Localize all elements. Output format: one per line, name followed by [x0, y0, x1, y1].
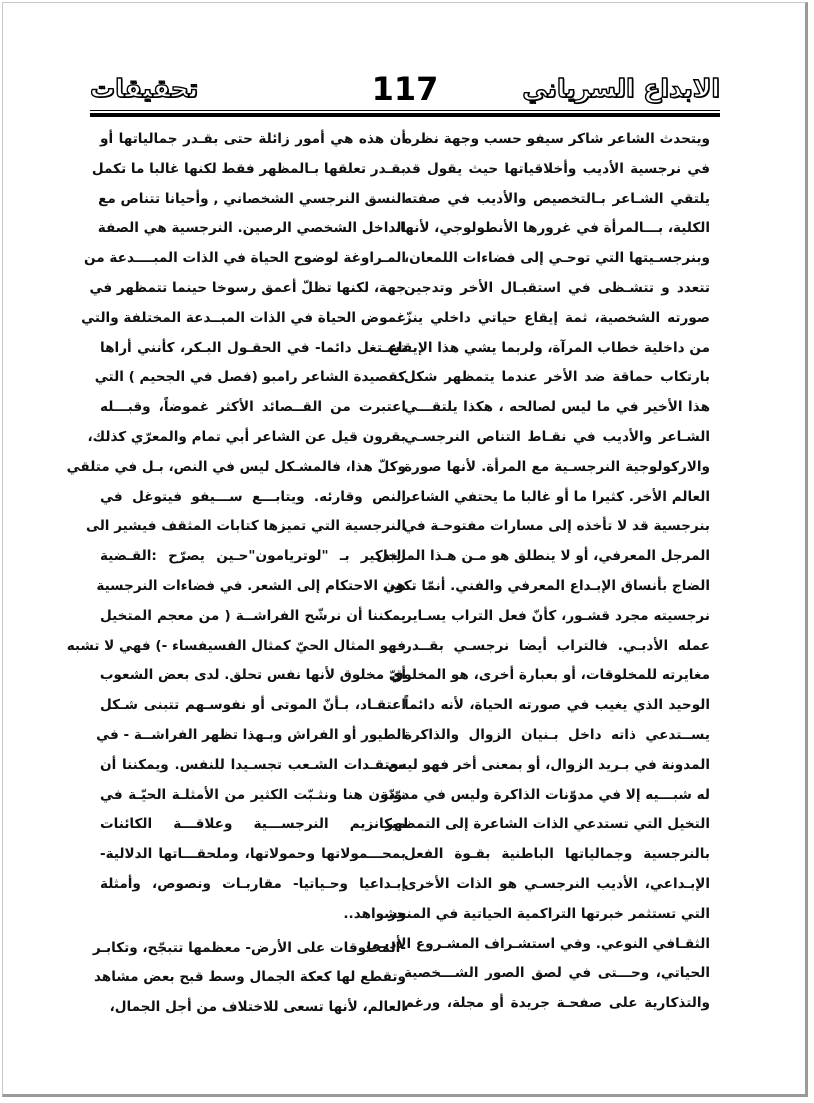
text-line: المـراوغة لوضوح الحياة في الذات المبــــدعة من	[84, 250, 406, 267]
text-line: مغايرته للمخلوقات، أو بعبارة أخرى، هو المخلوق	[391, 667, 710, 684]
text-line: الوحيد الذي يغيب في صورته الحياة، لأنه دائماً	[404, 697, 710, 714]
section-name: تحقيقات	[90, 74, 199, 103]
text-line: نرجسيته مجرد قشـور، كأنّ فعل التراب يسـاير	[404, 607, 710, 624]
text-line: الثقـافي النوعي. وفي استشـراف المشـروع الأدبـي	[365, 935, 710, 952]
text-line: أيّ مخلوق لأنها نفس تحلق. لدى بعض الشعوب	[99, 667, 406, 684]
text-line: الضاج بأنساق الإبـداع المعرفي والفني. أنمّا تكون	[383, 577, 710, 594]
text-line: من داخلية خطاب المرآة، ولربما يشي هذا الإيقاع	[388, 339, 710, 356]
text-line: الكلية، بـــالمرأة في غرورها الأنطولوجي، لأنها،	[394, 220, 710, 237]
text-line: والتذكارية على صفحـة جريدة أو مجلة، ورغم	[404, 995, 710, 1012]
text-line: بنرجسية قد لا تأخذه إلى مسارات مفتوحـة في	[402, 518, 710, 535]
text-line: بقرون قيل عن الشاعر أبي تمام والمعرّي كذلك،	[87, 428, 406, 445]
text-line: النص وقارئه. ويتابـــع ســـيفو فيتوغل في	[100, 488, 406, 505]
paragraph	[66, 125, 406, 930]
text-line: وتقطع لها كعكة الجمال وسط قبح بعض مشاهد	[93, 969, 406, 986]
text-line: في نرجسية الأديب وأخلاقياتها حيث يقول قد	[404, 160, 710, 177]
text-line: بمحـــمولاتها وحمولاتها، وملحقـــاتها الدلالية-	[100, 846, 406, 863]
text-line: نـدّون هنا ونثـبّت الكثير من الأمثلـة الحيّـة في	[100, 786, 406, 803]
text-line: عمله الأدبـي. فالتراب أيضا نرجسـي بقــدر	[404, 637, 710, 654]
text-line: الإبـداعي، الأديب النرجسـي هو الذات الأخرى	[404, 875, 710, 892]
text-line: العالم، لأنها تسعى للاختلاف من أجل الجمال،	[109, 999, 406, 1016]
text-line: الداخل الشخصي الرصين. النرجسية هي الصفة	[97, 220, 406, 237]
header-rule-thick	[90, 113, 720, 117]
text-line: يســتدعي ذاته داخل بـنيان الزوال والذاكرة	[404, 726, 710, 743]
text-line: المدونة في بـريد الزوال، أو بمعنى أخر فهو ليس	[388, 756, 710, 773]
text-line: تشـتغل دائما- في الحقـول البـكر، كأنني أراها	[100, 339, 406, 356]
text-line: بارتكاب حماقة ضد الأخر عندما يتمظهر شكل	[404, 369, 710, 386]
paragraph	[92, 934, 406, 1023]
text-line: التذكير بـ "لوتريامون"حـين يصرّح :القـضية	[100, 548, 406, 565]
text-line: ميكانزيم النرجســـية وعلاقـــة الكائنات	[100, 816, 406, 833]
text-line: فهو المثال الحيّ كمثال الفسيفساء -) فهي لا تشبه	[66, 637, 406, 654]
text-line: الحياتي، وحـــتى في لصق الصور الشـــخصية	[404, 965, 710, 982]
text-line: النرجسية التي تميزها كتابات المثقف فيشير الى	[85, 518, 406, 535]
text-line: والاركولوجية النرجسـية مع المرأة. لأنها صورة	[404, 458, 710, 475]
text-line: العالم الأخر. كثيرا ما أو غالبا ما يحتفي الشاعر	[402, 488, 710, 505]
text-line: إبـداعيا وحـياتيا- مقاربـات ونصوص، وأمثلة	[100, 875, 406, 892]
text-line: بالنرجسية وجمالياتها الباطنية بقـوة الفعل	[404, 846, 710, 863]
text-line: أن هذه هي أمور زائلة حتى بقـدر جمالياتها أو	[100, 131, 406, 147]
text-line: يمكننا أن نرشّح الفراشــة ( من معجم المتخيل	[100, 607, 406, 624]
text-line: اعتبرت من القــصائد الأكثر غموضاً، وقبـــله	[100, 399, 406, 416]
text-line: الشـاعر والأديب في نقـاط التناص النرجسـي	[404, 428, 710, 445]
text-line: النسق النرجسي الشخصاني , وأحيانا تتناص مع	[98, 190, 406, 207]
text-line: -المخلوقات على الأرض- معظمها تتبجّح، وتكابـر	[92, 939, 406, 956]
text-line: التي تستثمر خبرتها التراكمية الحياتية في المنجز	[388, 905, 710, 922]
text-line: التخيل التي تستدعي الذات الشاعرة إلى التمظهر	[385, 816, 710, 833]
header-rule-thin	[90, 110, 720, 111]
text-line: اعتقـاد، بـأنّ الموتى أو نفوسـهم تتبنى شـكل	[100, 697, 406, 714]
text-line: كقصيدة الشاعر رامبو (فصل في الجحيم ) التي	[94, 369, 406, 386]
magazine-name: الابداع السرياني	[522, 74, 720, 103]
text-line: صورته الشخصية، ثمة إيقاع حياتي داخلي ينزّ	[404, 309, 710, 326]
text-line: وكلّ هذا، فالمشـكل ليس في النص، بـل في متلقي	[66, 458, 406, 475]
text-line: المرجل المعرفي، أو لا ينطلق هو مـن هـذا المرجل	[376, 548, 710, 565]
text-line: هذا الأخير في ما ليس لصالحه ، هكذا يلتقـــي	[404, 399, 710, 416]
text-line: تتعدد و تتشـظى في استقبـال الأخر وتدجين	[404, 279, 710, 296]
text-line: بقـدر تعلقها بـالمظهر فقط لكنها غالبا ما تكمل	[91, 160, 406, 177]
text-line: جهة، لكنها تظلّ أعمق رسوخا حينما تتمظهر في	[89, 279, 406, 296]
text-line: هي الاحتكام إلى الشعر. في فضاءات النرجسية	[96, 577, 406, 594]
text-line: يلتقي الشـاعر بـالتخصيص والأديب في صفته	[404, 190, 710, 207]
text-line: غموض الحياة في الذات المبــدعة المختلفة والتي	[81, 309, 406, 326]
text-line: الطيور أو الفراش وبـهذا تظهر الفراشــة - في	[96, 726, 406, 743]
text-line: وشواهد..	[343, 905, 406, 922]
left-column	[66, 125, 406, 1023]
text-line: له شبـــيه إلا في مدوّنات الذاكرة وليس في مدوّنة	[380, 786, 710, 803]
text-line: ويتحدث الشاعر شاكر سيفو حسب وجهة نظره	[404, 131, 710, 147]
text-line: معتقـدات الشـعب تجسـيدا للنفس. ويمكننا أن	[100, 756, 406, 773]
text-line: وبنرجسـيتها التي توحـي إلى فضاءات اللمعان،	[404, 250, 710, 267]
page-number: 117	[371, 70, 439, 108]
